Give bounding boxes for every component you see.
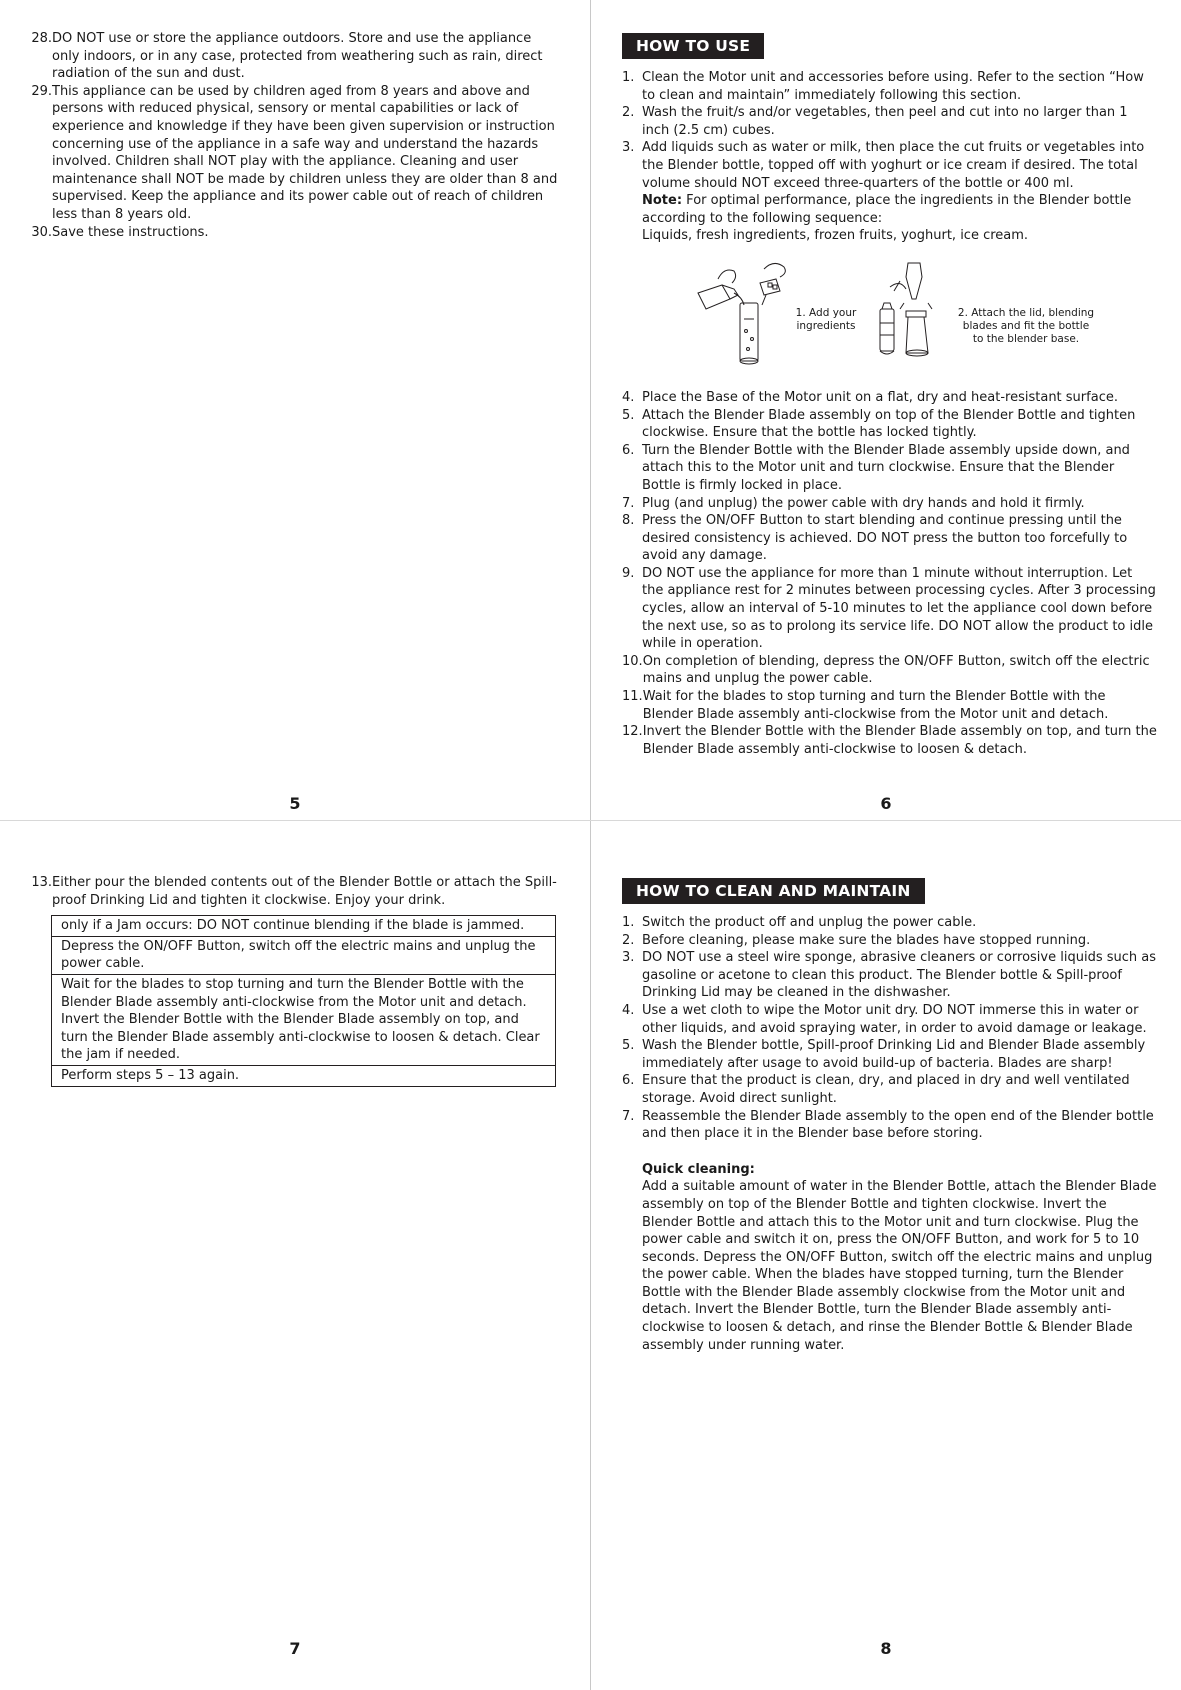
list-item: 13. Either pour the blended contents out of the Blender Bottle or attach the Spill-proof Drinking Lid and tighten it clockwise. Enjoy your drink. (31, 875, 557, 908)
page-number: 5 (289, 794, 301, 813)
how-to-use-list-final (30, 874, 560, 909)
blade-assembly-shape (906, 263, 922, 299)
list-item: 5. Wash the Blender bottle, Spill-proof Drinking Lid and Blender Blade assembly immediately after usage to avoid build-up of bacteria. Blades are sharp! (622, 1038, 1146, 1071)
list-item: 11. Wait for the blades to stop turning and turn the Blender Bottle with the Blender Blade assembly anti-clockwise from the Motor unit and detach. (622, 689, 1109, 722)
table-cell: Perform steps 5 – 13 again. (52, 1065, 556, 1086)
how-to-use-list-continued (622, 389, 1157, 758)
how-to-use-list (622, 69, 1157, 192)
list-item: 2. Wash the fruit/s and/or vegetables, then peel and cut into no larger than 1 inch (2.5 cm) cubes. (622, 105, 1128, 138)
list-item: 8. Press the ON/OFF Button to start blending and continue pressing until the desired consistency is achieved. DO NOT press the button too forcefully to avoid any damage. (622, 513, 1128, 564)
list-item: 29. This appliance can be used by children aged from 8 years and above and persons with reduced physical, sensory or mental capabilities or lack of experience and knowledge if they have been given supervision or instruction concerning use of the appliance in a safe way and understand the hazards involved. Children shall NOT play with the appliance. Cleaning and user maintenance shall NOT be made by children unless they are older than 8 and supervised. Keep the appliance and its power cable out of reach of children less than 8 years old. (31, 83, 558, 222)
figure-caption: 1. Add your ingredients (795, 306, 857, 332)
usage-illustration (694, 259, 1164, 371)
table-row (52, 974, 556, 1065)
quick-cleaning-title: Quick cleaning: (642, 1161, 755, 1177)
table-cell: Wait for the blades to stop turning and turn the Blender Bottle with the Blender Blade assembly anti-clockwise from the Motor unit and detach. Invert the Blender Bottle with the Blender Blade assembly on top, and turn the Blender Blade assembly anti-clockwise to loosen & detach. Clear the jam if needed. (52, 974, 556, 1065)
section-heading: HOW TO CLEAN AND MAINTAIN (622, 878, 925, 904)
list-item: 6. Ensure that the product is clean, dry, and placed in dry and well ventilated storage. Avoid direct sunlight. (622, 1073, 1130, 1106)
list-item: 4. Use a wet cloth to wipe the Motor unit dry. DO NOT immerse this in water or other liquids, and avoid spraying water, in order to avoid damage or leakage. (622, 1002, 1147, 1036)
blender-base-shape (906, 317, 928, 353)
fold-line-horizontal (0, 820, 1181, 821)
list-item: 28. DO NOT use or store the appliance outdoors. Store and use the appliance only indoors, or in any case, protected from weathering such as rain, direct radiation of the sun and dust. (31, 31, 543, 82)
note-sequence: Liquids, fresh ingredients, frozen fruits, yoghurt, ice cream. (642, 228, 1029, 244)
jug-shape (698, 285, 730, 309)
list-item: 7. Plug (and unplug) the power cable with dry hands and hold it firmly. (622, 495, 1085, 511)
page-number: 7 (289, 1639, 301, 1658)
table-row (52, 916, 556, 937)
list-item: 3. DO NOT use a steel wire sponge, abrasive cleaners or corrosive liquids such as gasoline or acetone to clean this product. The Blender bottle & Spill-proof Drinking Lid may be cleaned in the dishwasher. (622, 950, 1156, 1001)
list-item: 12. Invert the Blender Bottle with the Blender Blade assembly on top, and turn the Blender Blade assembly anti-clockwise to loosen & detach. (622, 724, 1157, 757)
list-item: 10. On completion of blending, depress the ON/OFF Button, switch off the electric mains and unplug the power cable. (622, 653, 1150, 687)
list-item: 6. Turn the Blender Bottle with the Blender Blade assembly upside down, and attach this to the Motor unit and turn clockwise. Ensure that the Blender Bottle is firmly locked in place. (622, 442, 1130, 493)
clean-maintain-list (622, 914, 1157, 1143)
table-cell: Depress the ON/OFF Button, switch off the electric mains and unplug the power cable. (52, 936, 556, 974)
jam-instructions-table (51, 915, 556, 1086)
note-block (622, 192, 1157, 245)
note-text: For optimal performance, place the ingredients in the Blender bottle according to the following sequence: (642, 193, 1132, 226)
table-row (52, 936, 556, 974)
page-number: 6 (880, 794, 892, 813)
page-7 (30, 874, 560, 1087)
fold-line-vertical (590, 0, 591, 1690)
bottle-shape (740, 303, 758, 361)
list-item: 4. Place the Base of the Motor unit on a flat, dry and heat-resistant surface. (622, 389, 1118, 405)
table-row (52, 1065, 556, 1086)
section-heading: HOW TO USE (622, 33, 764, 59)
list-item: 1. Switch the product off and unplug the power cable. (622, 915, 977, 930)
quick-cleaning-text: Add a suitable amount of water in the Blender Bottle, attach the Blender Blade assembly on top of the Blender Bottle and tighten clockwise. Invert the Blender Bottle and attach this to the Motor unit and turn clockwise. Plug the power cable and switch it on, press the ON/OFF Button, and work for 5 to 10 seconds. Depress the ON/OFF Button, switch off the electric mains and unplug the power cable. When the blades have stopped turning, turn the Blender Bottle with the Blender Blade assembly clockwise from the Motor unit and detach. Invert the Blender Bottle, turn the Blender Blade assembly anti-clockwise to loosen & detach, and rinse the Blender Bottle & Blender Blade assembly under running water. (642, 1179, 1157, 1353)
list-item: 3. Add liquids such as water or milk, then place the cut fruits or vegetables into the Blender bottle, topped off with yoghurt or ice cream if desired. The total volume should NOT exceed three-quarters of the bottle or 400 ml. (622, 140, 1145, 191)
table-cell: only if a Jam occurs: DO NOT continue blending if the blade is jammed. (52, 916, 556, 937)
page-5 (30, 30, 560, 241)
page-8 (622, 878, 1157, 1354)
page-number: 8 (880, 1639, 892, 1658)
note-label: Note: (642, 193, 683, 209)
list-item: 30. Save these instructions. (31, 224, 209, 240)
page-6 (622, 33, 1157, 758)
figure-caption: 2. Attach the lid, blending blades and fit the bottle to the blender base. (957, 306, 1095, 345)
safety-list (30, 30, 560, 241)
bottle-shape-2 (880, 309, 894, 351)
list-item: 7. Reassemble the Blender Blade assembly to the open end of the Blender bottle and then place it in the Blender base before storing. (622, 1108, 1154, 1142)
list-item: 1. Clean the Motor unit and accessories before using. Refer to the section “How to clean and maintain” immediately following this section. (622, 70, 1144, 103)
list-item: 5. Attach the Blender Blade assembly on top of the Blender Bottle and tighten clockwise. Ensure that the bottle has locked tightly. (622, 407, 1136, 441)
list-item: 9. DO NOT use the appliance for more than 1 minute without interruption. Let the appliance rest for 2 minutes between processing cycles. After 3 processing cycles, allow an interval of 5-10 minutes to let the appliance cool down before the next use, so as to prolong its service life. DO NOT allow the product to idle while in operation. (622, 565, 1156, 652)
list-item: 2. Before cleaning, please make sure the blades have stopped running. (622, 932, 1091, 948)
